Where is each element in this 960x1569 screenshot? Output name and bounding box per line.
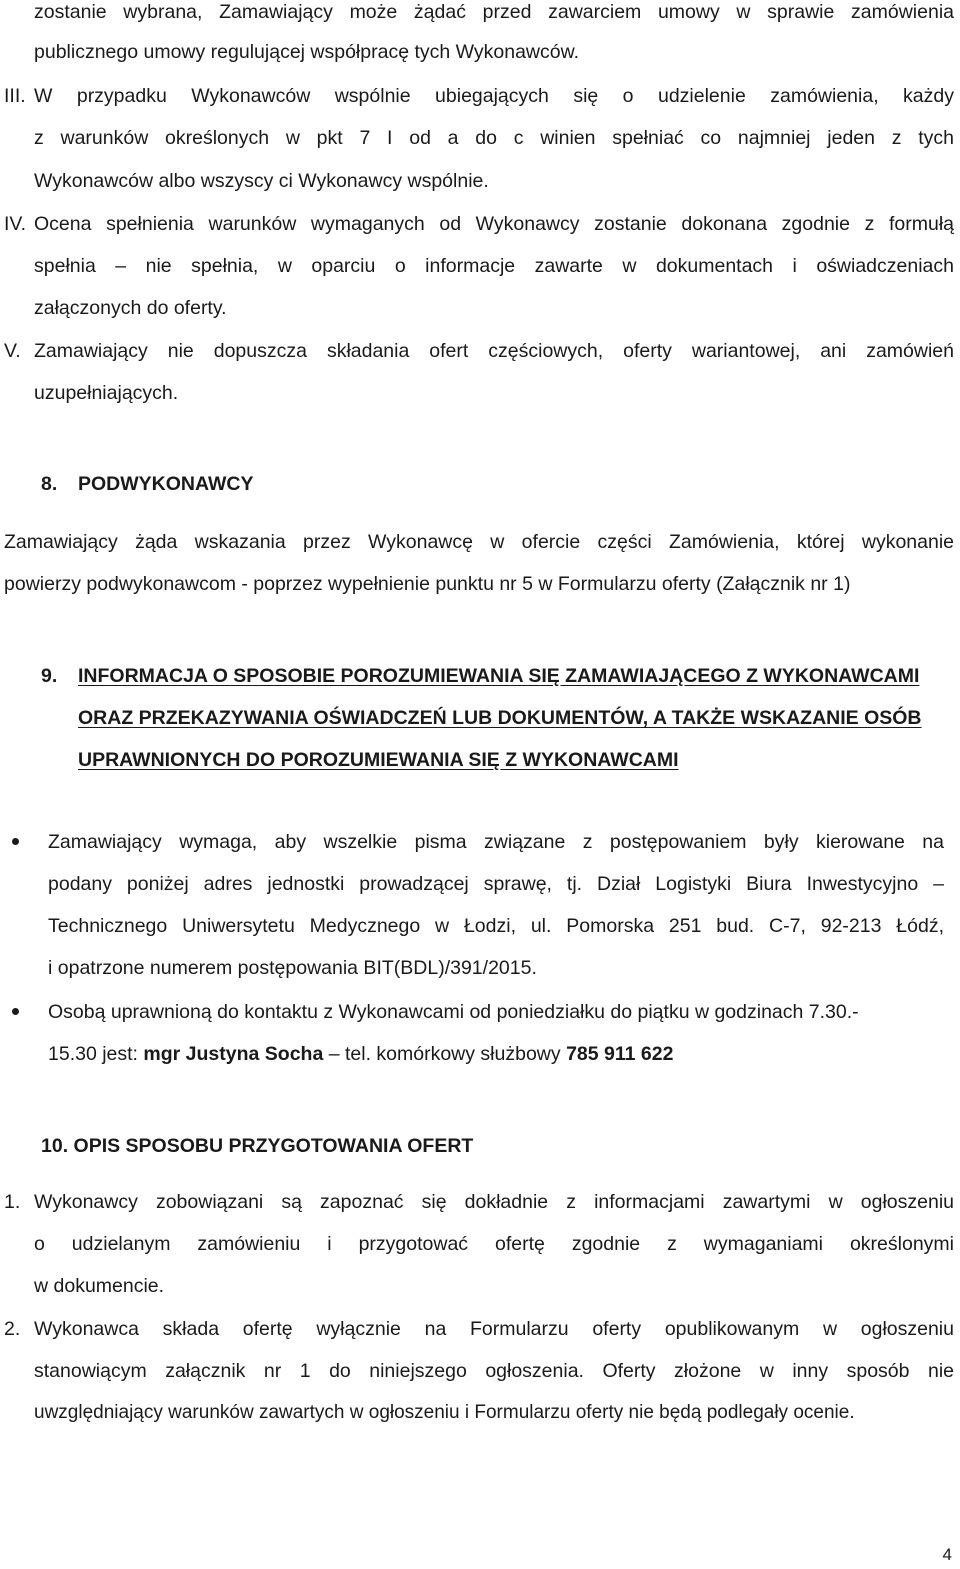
item-3-line-3: Wykonawców albo wszyscy ci Wykonawcy wspólnie. (34, 170, 489, 192)
item-4-line-2: spełnia – nie spełnia, w oparciu o informacje zawarte w dokumentach i oświadczeniach (34, 255, 954, 277)
intro-line-1: zostanie wybrana, Zamawiający może żądać przed zawarciem umowy w sprawie zamówienia (34, 1, 954, 23)
section-9-title-line-1: INFORMACJA O SPOSOBIE POROZUMIEWANIA SIĘ ZAMAWIAJĄCEGO Z WYKONAWCAMI (78, 665, 920, 687)
item-3-number: III. (4, 85, 26, 107)
bullet-1-line-3: Technicznego Uniwersytetu Medycznego w Łodzi, ul. Pomorska 251 bud. C-7, 92-213 Łódź, (48, 915, 944, 937)
item-3-line-1: W przypadku Wykonawców wspólnie ubiegających się o udzielenie zamówienia, każdy (34, 85, 954, 107)
contact-person-name: mgr Justyna Socha (143, 1043, 324, 1065)
section-10-title: 10. OPIS SPOSOBU PRZYGOTOWANIA OFERT (41, 1135, 474, 1157)
item-3-line-2: z warunków określonych w pkt 7 I od a do c winien spełniać co najmniej jeden z tych (34, 127, 954, 149)
item-4-number: IV. (4, 213, 27, 235)
item-10-2-number: 2. (4, 1318, 21, 1340)
bullet-1-line-2: podany poniżej adres jednostki prowadzącej sprawę, tj. Dział Logistyki Biura Inwestycyjno – (48, 873, 944, 895)
item-5-number: V. (4, 340, 21, 362)
bullet-1-icon (12, 838, 19, 845)
item-10-1-line-3: w dokumencie. (34, 1275, 165, 1297)
section-8-title: PODWYKONAWCY (78, 473, 254, 495)
item-5-line-1: Zamawiający nie dopuszcza składania ofert częściowych, oferty wariantowej, ani zamówień (34, 340, 954, 362)
bullet-2-line-2 (48, 1042, 673, 1066)
bullet-2-line-1: Osobą uprawnioną do kontaktu z Wykonawcami od poniedziałku do piątku w godzinach 7.30.- (48, 1001, 859, 1023)
section-8-line-2: powierzy podwykonawcom - poprzez wypełnienie punktu nr 5 w Formularzu oferty (Załącznik nr 1) (4, 573, 851, 595)
page-number: 4 (942, 1545, 952, 1564)
item-10-1-line-2: o udzielanym zamówieniu i przygotować ofertę zgodnie z wymaganiami określonymi (34, 1233, 954, 1255)
contact-phone-number: 785 911 622 (566, 1043, 674, 1065)
bullet-1-line-4: i opatrzone numerem postępowania BIT(BDL)/391/2015. (48, 957, 537, 979)
bullet-2-icon (12, 1008, 19, 1015)
contact-phone-label: – tel. komórkowy służbowy (323, 1043, 567, 1065)
item-10-1-number: 1. (4, 1191, 21, 1213)
section-8-number: 8. (41, 473, 58, 495)
section-9-title-line-3: UPRAWNIONYCH DO POROZUMIEWANIA SIĘ Z WYKONAWCAMI (78, 749, 679, 771)
item-4-line-1: Ocena spełnienia warunków wymaganych od Wykonawcy zostanie dokonana zgodnie z formułą (34, 213, 954, 235)
section-9-number: 9. (41, 665, 58, 687)
item-10-2-line-2: stanowiącym załącznik nr 1 do niniejszego ogłoszenia. Oferty złożone w inny sposób nie (34, 1360, 954, 1382)
item-5-line-2: uzupełniających. (34, 382, 179, 404)
section-9-title-line-2: ORAZ PRZEKAZYWANIA OŚWIADCZEŃ LUB DOKUMENTÓW, A TAKŻE WSKAZANIE OSÓB (78, 707, 922, 729)
item-10-1-line-1: Wykonawcy zobowiązani są zapoznać się dokładnie z informacjami zawartymi w ogłoszeniu (34, 1191, 954, 1213)
intro-line-2: publicznego umowy regulującej współpracę tych Wykonawców. (34, 41, 580, 63)
item-4-line-3: załączonych do oferty. (34, 297, 227, 319)
section-8-line-1: Zamawiający żąda wskazania przez Wykonawcę w ofercie części Zamówienia, której wykonanie (4, 531, 954, 553)
contact-prefix: 15.30 jest: (48, 1043, 144, 1065)
item-10-2-line-3: uwzględniający warunków zawartych w ogłoszeniu i Formularzu oferty nie będą podlegały ocenie. (34, 1402, 855, 1423)
bullet-1-line-1: Zamawiający wymaga, aby wszelkie pisma związane z postępowaniem były kierowane na (48, 831, 944, 853)
item-10-2-line-1: Wykonawca składa ofertę wyłącznie na Formularzu oferty opublikowanym w ogłoszeniu (34, 1318, 954, 1340)
